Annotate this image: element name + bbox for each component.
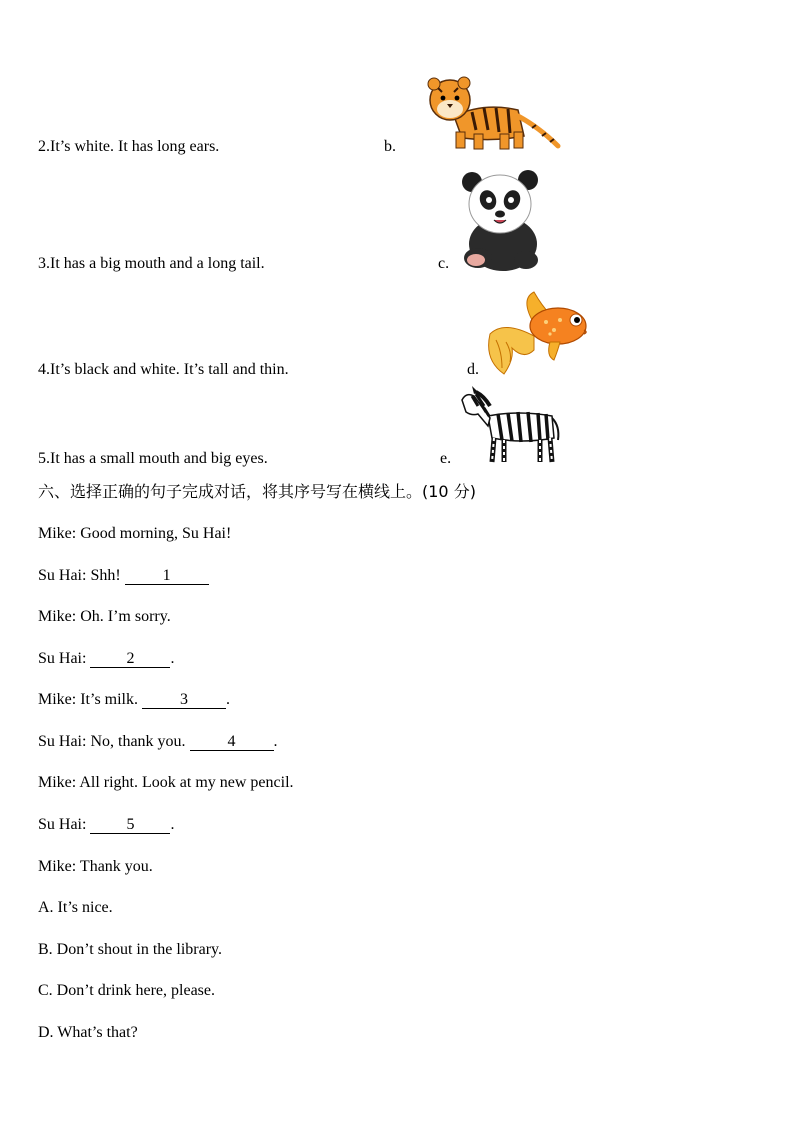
matching-letter-e: e.: [440, 450, 452, 467]
matching-letter-d: d.: [467, 361, 479, 378]
dialogue-text: Su Hai:: [38, 650, 87, 667]
dialogue-line-1: [38, 524, 231, 544]
dialogue-text: Mike: Thank you.: [38, 858, 153, 875]
dialogue-line-3: [38, 607, 171, 627]
answer-blank-3[interactable]: 3: [142, 692, 226, 709]
dialogue-end: .: [170, 816, 175, 833]
matching-sentence-3: 3.It has a big mouth and a long tail.: [38, 255, 265, 272]
answer-blank-4[interactable]: 4: [190, 734, 274, 751]
goldfish-picture: [484, 290, 592, 378]
panda-picture: [456, 168, 546, 272]
matching-sentence-2: 2.It’s white. It has long ears.: [38, 138, 220, 155]
option-b: B. Don’t shout in the library.: [38, 941, 222, 958]
dialogue-line-4: [38, 649, 174, 669]
dialogue-line-8: [38, 815, 174, 835]
dialogue-text: Su Hai: No, thank you.: [38, 733, 186, 750]
answer-blank-1[interactable]: 1: [125, 568, 209, 585]
answer-blank-5[interactable]: 5: [90, 817, 170, 834]
dialogue-line-2: [38, 566, 209, 586]
dialogue-line-6: [38, 732, 278, 752]
dialogue-end: .: [170, 650, 175, 667]
tiger-picture: [414, 76, 562, 152]
dialogue-line-9: [38, 857, 153, 877]
dialogue-end: .: [273, 733, 278, 750]
matching-letter-b: b.: [384, 138, 396, 155]
matching-letter-c: c.: [438, 255, 450, 272]
zebra-picture: [458, 386, 566, 466]
option-c: C. Don’t drink here, please.: [38, 982, 215, 999]
matching-sentence-4: 4.It’s black and white. It’s tall and thin.: [38, 361, 289, 378]
dialogue-text: Mike: All right. Look at my new pencil.: [38, 774, 294, 791]
dialogue-end: .: [226, 691, 230, 708]
dialogue-line-5: [38, 690, 230, 710]
matching-sentence-5: 5.It has a small mouth and big eyes.: [38, 450, 268, 467]
dialogue-text: Mike: Oh. I’m sorry.: [38, 608, 171, 625]
section-6-title: 六、选择正确的句子完成对话，将其序号写在横线上。(10 分): [38, 482, 476, 501]
dialogue-text: Mike: Good morning, Su Hai!: [38, 525, 232, 542]
dialogue-text: Su Hai:: [38, 816, 87, 833]
answer-blank-2[interactable]: 2: [90, 651, 170, 668]
option-a: A. It’s nice.: [38, 899, 113, 916]
dialogue-line-7: [38, 773, 294, 793]
dialogue-text: Mike: It’s milk.: [38, 691, 138, 708]
dialogue-text: Su Hai: Shh!: [38, 567, 121, 584]
option-d: D. What’s that?: [38, 1024, 138, 1041]
